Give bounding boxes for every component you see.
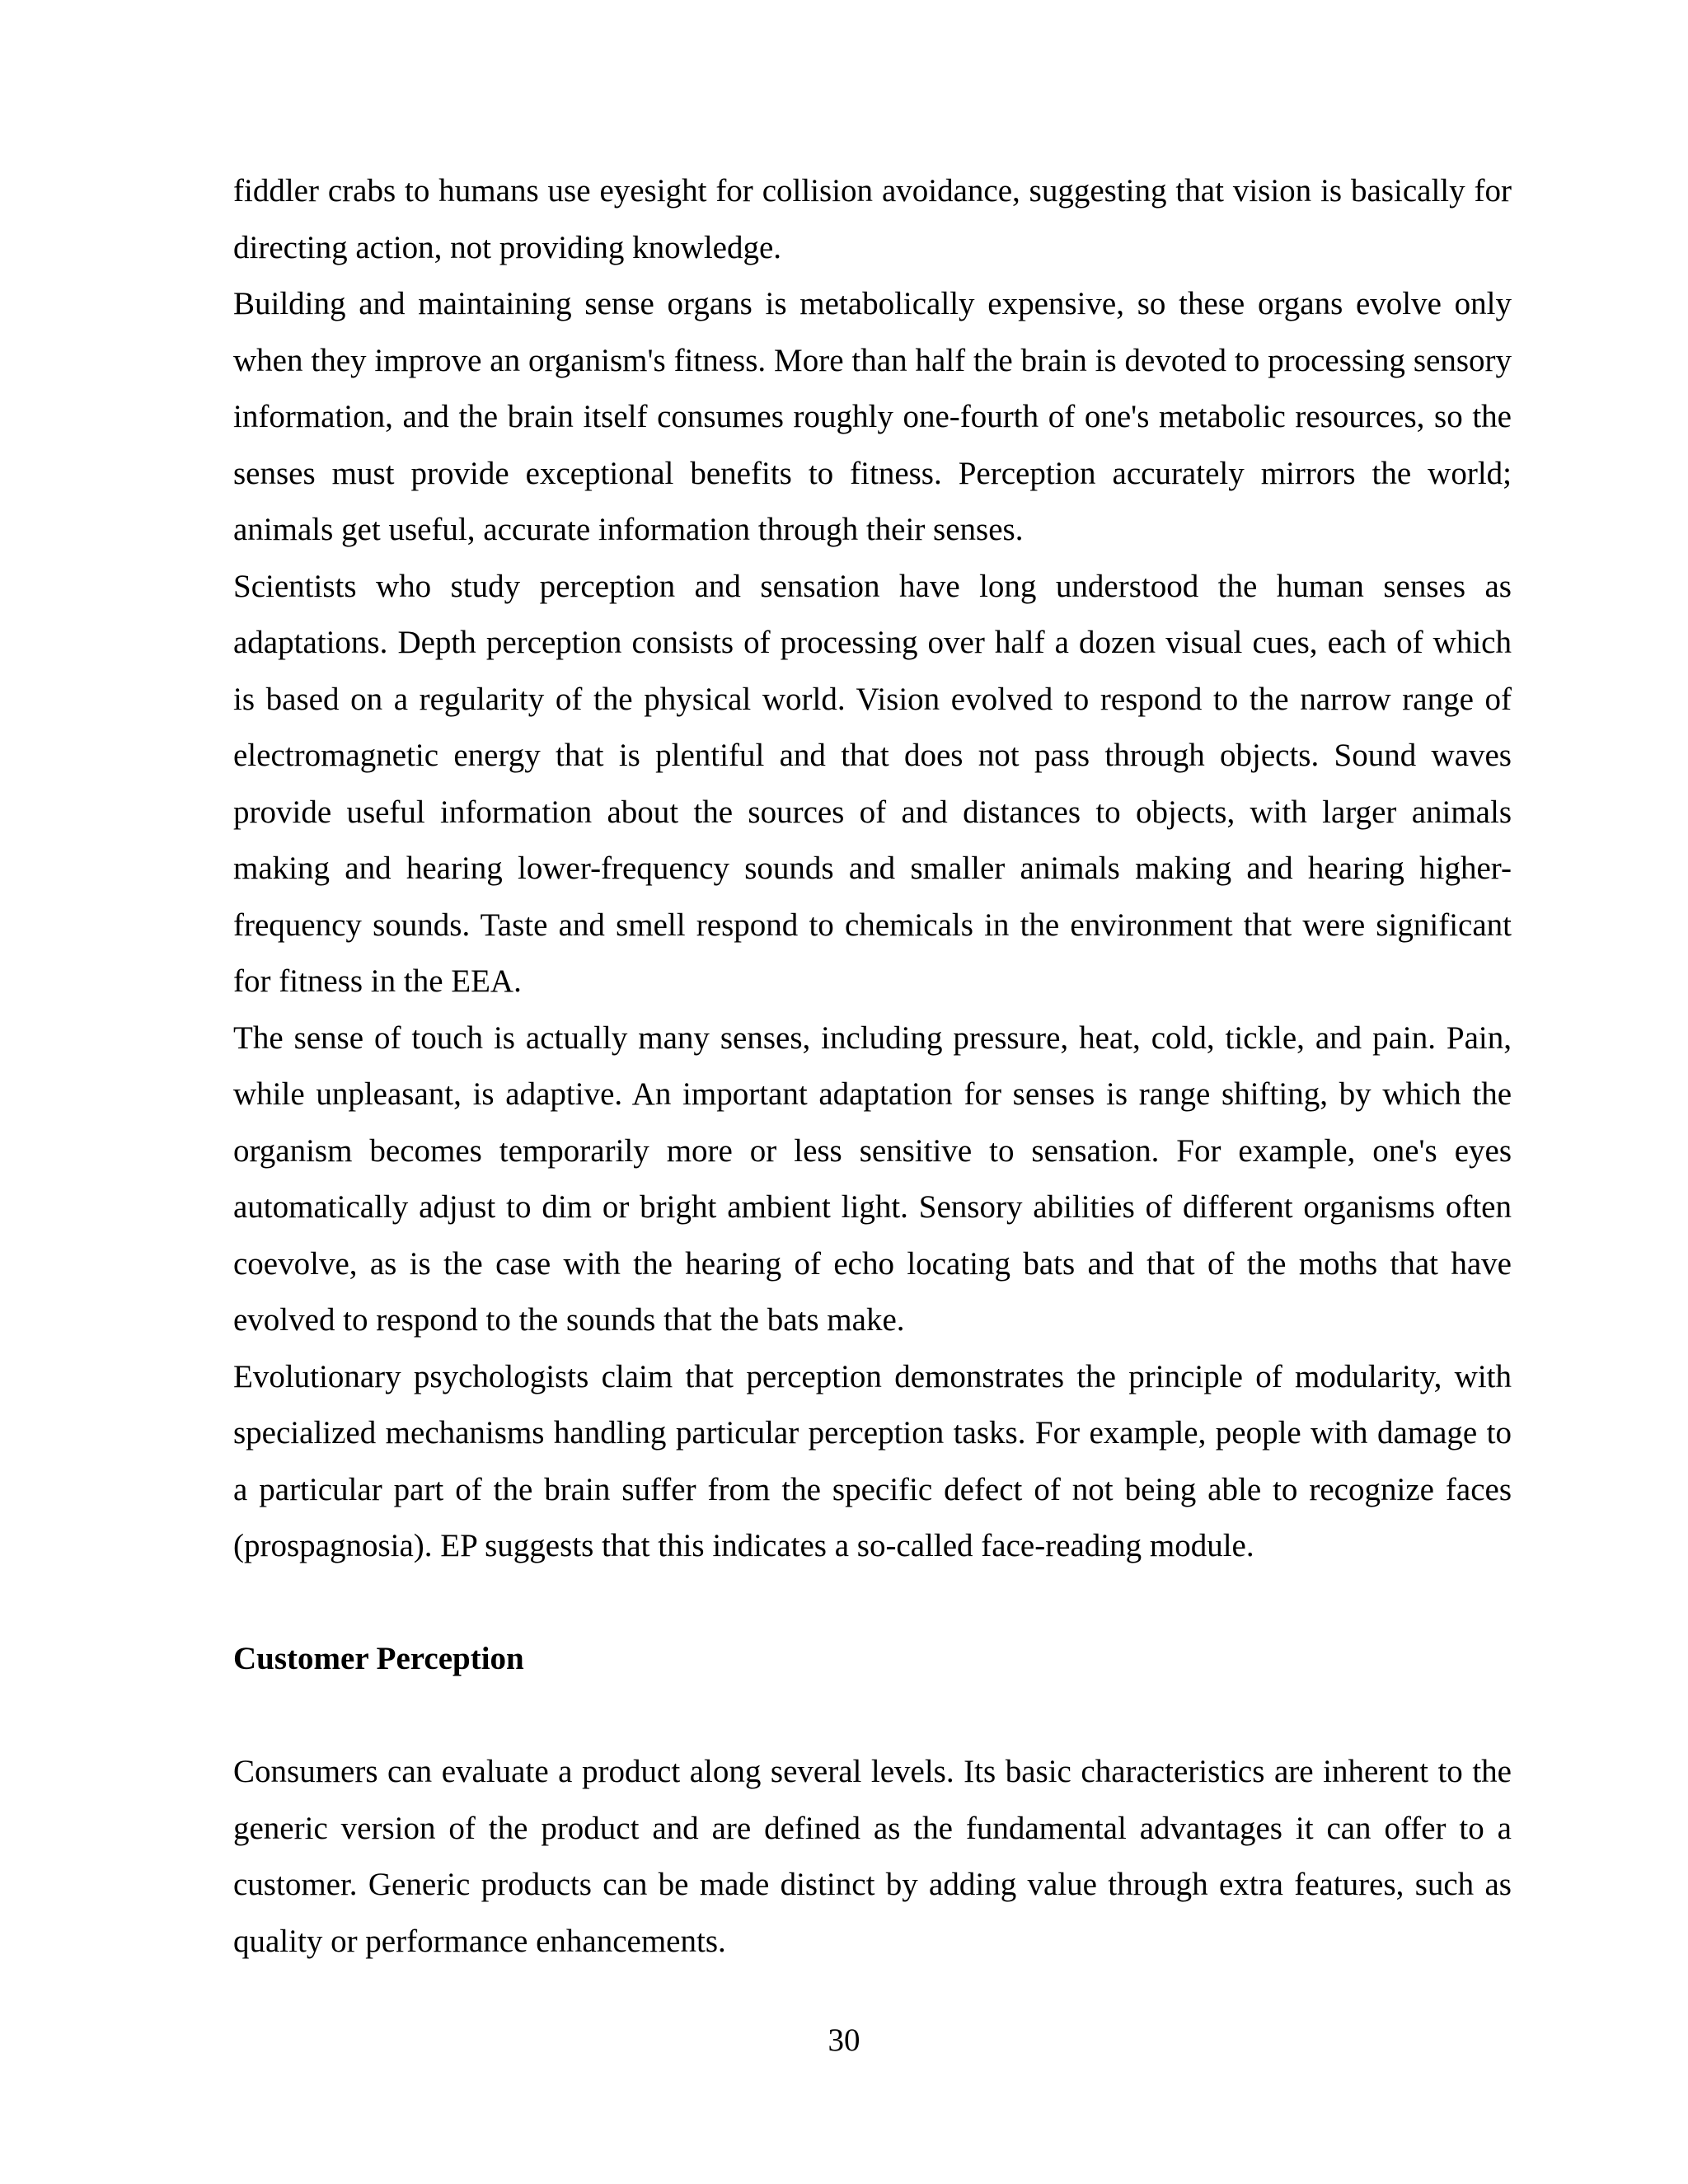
paragraph-senses-as-adaptations: Scientists who study perception and sensation have long understood the human senses as adaptations. Depth perception consists of processing over half a dozen visual cues, each of which is based on a regularity of the physical world. Vision evolved to respond to the narrow range of electromagnetic energy that is plentiful and that does not pass through objects. Sound waves provide useful information about the sources of and distances to objects, with larger animals making and hearing lower-frequency sounds and smaller animals making and hearing higher-frequency sounds. Taste and smell respond to chemicals in the environment that were significant for fitness in the EEA. bbox=[233, 568, 1512, 999]
page-content bbox=[233, 163, 1512, 1970]
paragraph-consumer-evaluation: Consumers can evaluate a product along several levels. Its basic characteristics are inherent to the generic version of the product and are defined as the fundamental advantages it can offer to a customer. Generic products can be made distinct by adding value through extra features, such as quality or performance enhancements. bbox=[233, 1754, 1512, 1959]
page-number: 30 bbox=[828, 2022, 860, 2058]
paragraph-sense-organs: Building and maintaining sense organs is metabolically expensive, so these organs evolve only when they improve an organism's fitness. More than half the brain is devoted to processing sensory information, and the brain itself consumes roughly one-fourth of one's metabolic resources, so the senses must provide exceptional benefits to fitness. Perception accurately mirrors the world; animals get useful, accurate information through their senses. bbox=[233, 286, 1512, 547]
paragraph-sense-of-touch: The sense of touch is actually many senses, including pressure, heat, cold, tickle, and pain. Pain, while unpleasant, is adaptive. An important adaptation for senses is range shifting, by which the organism becomes temporarily more or less sensitive to sensation. For example, one's eyes automatically adjust to dim or bright ambient light. Sensory abilities of different organisms often coevolve, as is the case with the hearing of echo locating bats and that of the moths that have evolved to respond to the sounds that the bats make. bbox=[233, 1019, 1512, 1338]
spacer bbox=[233, 1688, 1512, 1745]
spacer bbox=[233, 1575, 1512, 1632]
paragraph-modularity: Evolutionary psychologists claim that perception demonstrates the principle of modularity, with specialized mechanisms handling particular perception tasks. For example, people with damage to a particular part of the brain suffer from the specific defect of not being able to recognize faces (prospagnosia). EP suggests that this indicates a so-called face-reading module. bbox=[233, 1358, 1512, 1563]
paragraph-continuation: fiddler crabs to humans use eyesight for collision avoidance, suggesting that vision is basically for directing action, not providing knowledge. bbox=[233, 173, 1512, 265]
section-heading: Customer Perception bbox=[233, 1641, 524, 1676]
